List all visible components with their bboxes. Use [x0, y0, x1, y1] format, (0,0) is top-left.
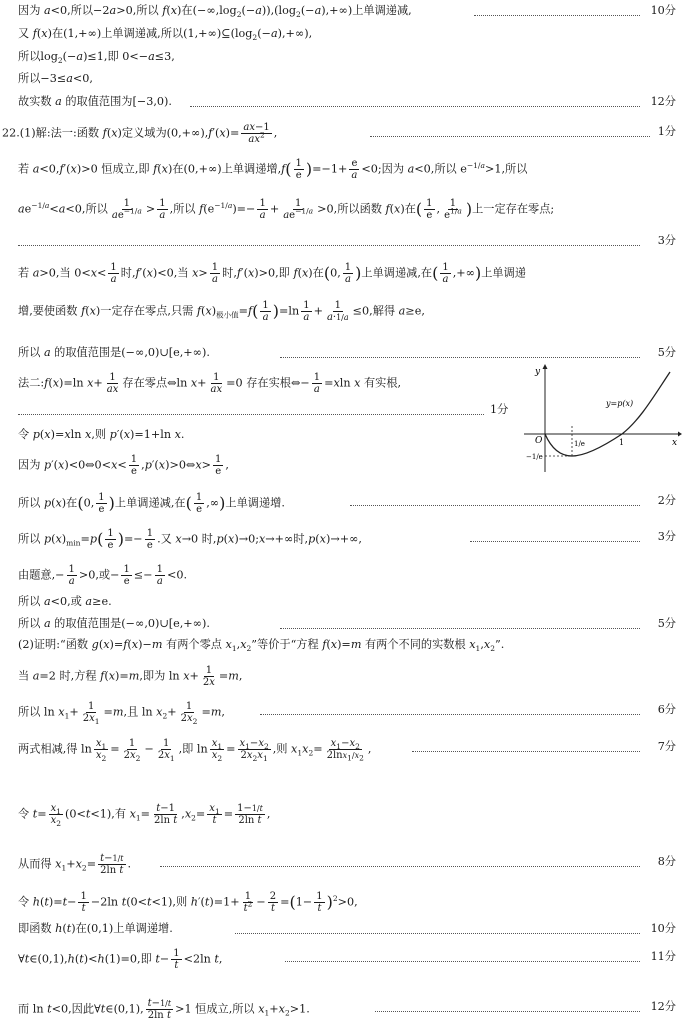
score-label: 5分: [657, 617, 676, 630]
min-x-label: 1/e: [574, 440, 585, 448]
line-3: 所以$\log_2(-a)\le 1$,即 0<−a≤3,: [18, 50, 175, 66]
line-29: 即函数 h(t)在(0,1)上单调递增.: [18, 922, 173, 935]
x-axis-label: x: [672, 438, 678, 448]
score-label: 6分: [657, 703, 676, 716]
score-label: 3分: [657, 530, 676, 543]
line-25: 两式相减,得 ln $\frac{x_1}{x_2}$ = $\frac{1}{2x_2}$ − $\frac{1}{2x_1}$ ,即 ln $\frac{x_1}{x_2}$ = $\frac{x_1-x_2}{2x_2x_1}$ ,则 $x_1x_2=$ $\frac{x_1-x_2}{2\ln x_1/x_2}$ ,: [18, 738, 372, 763]
line-7: 若 a<0,f′(x)>0 恒成立,即 f(x)在(0,+∞)上单调递增,f( $\frac{1}{e}$ )=−1+ $\frac{e}{a}$ <0;因为 a<0,所以 $e^{-1/a}>1$,所以: [18, 158, 528, 181]
line-4: 所以−3≤a<0,: [18, 72, 93, 85]
score-label: 7分: [657, 740, 676, 753]
leader-dots: [280, 628, 640, 629]
score-label: 3分: [657, 234, 676, 247]
leader-dots: [470, 541, 640, 542]
leader-dots: [18, 414, 484, 415]
score-label: 12分: [650, 1000, 676, 1013]
line-15: 令 p(x)=xln x,则 p′(x)=1+ln x.: [18, 428, 185, 441]
curve-label: y=p(x): [606, 399, 634, 408]
leader-dots: [160, 866, 640, 867]
line-12: 所以 a 的取值范围是(−∞,0)∪[e,+∞).: [18, 346, 210, 359]
y-axis-arrow-icon: [543, 364, 548, 369]
score-label: 10分: [650, 922, 676, 935]
y-axis-label: y: [535, 367, 541, 377]
leader-dots: [235, 933, 640, 934]
p-x-graph: [522, 362, 682, 474]
line-27: 从而得 $x_1+x_2=$ $\frac{t-1/t}{\text{2ln t}}$ .: [18, 853, 132, 876]
leader-dots: [280, 357, 640, 358]
line-30: ∀t∈(0,1),h(t)<h(1)=0,即 t− $\frac{1}{t}$ <2ln t,: [18, 948, 223, 971]
leader-dots: [190, 106, 640, 107]
curve: [545, 372, 670, 456]
line-16: 因为 p′(x)<0⇔0<x< $\frac{1}{e}$ ,p′(x)>0⇔x> $\frac{1}{e}$ ,: [18, 454, 229, 477]
line-2: 又 f(x)在(1,+∞)上单调递减,所以$(1,+\infty)⊆(\log_2(-a),+\infty)$,: [18, 27, 313, 43]
score-label: 5分: [657, 346, 676, 359]
score-label: 10分: [650, 4, 676, 17]
line-1: 因为 a<0,所以−2a>0,所以 f(x)在$(-\infty,\log_2(-a)),(\log_2(-a),+\infty)$上单调递减,: [18, 4, 412, 20]
line-23: 当 a=2 时,方程 f(x)=m,即为 ln x+ $\frac{1}{2x}$ =m,: [18, 665, 243, 688]
score-label: 12分: [650, 95, 676, 108]
line-24: 所以 $\ln x_1+$ $\frac{1}{2x_1}$ =m,且 $\ln x_2+$ $\frac{1}{2x_2}$ =m,: [18, 701, 225, 726]
leader-dots: [375, 1011, 640, 1012]
line-26: 令 t= $\frac{x_1}{x_2}$ (0<t<1),有 $x_1=$ $\frac{t-1}{\text{2ln t}}$ $,x_2=$ $\frac{x_1}{t}$ = $\frac{1-1/t}{\text{2ln t}}$ ,: [18, 803, 271, 828]
line-20: 所以 a<0,或 a≥e.: [18, 595, 112, 608]
line-13: 法二:f(x)=ln x+ $\frac{1}{ax}$ 存在零点⇔ln x+ $\frac{1}{ax}$ =0 存在实根⇔− $\frac{1}{a}$ =xln x 有实根,: [18, 372, 402, 395]
line-17: 所以 p(x)在(0, $\frac{1}{e}$ )上单调递减,在( $\frac{1}{e}$ ,∞)上单调递增.: [18, 492, 285, 515]
score-label: 1分: [657, 125, 676, 138]
leader-dots: [260, 714, 640, 715]
line-28: 令 h(t)=t− $\frac{1}{t}$ −2ln t(0<t<1),则 h′(t)=1+ $\frac{1}{t^2}$ − $\frac{2}{t}$ =(1− $\frac{1}{t}$ )$^2$>0,: [18, 891, 358, 914]
leader-dots: [18, 245, 640, 246]
score-label: 1分: [490, 403, 509, 416]
leader-dots: [285, 961, 640, 962]
line-10: 若 a>0,当 0<x< $\frac{1}{a}$ 时,f′(x)<0,当 x> $\frac{1}{a}$ 时,f′(x)>0,即 f(x)在(0, $\frac{1}{a}$ )上单调递减,在( $\frac{1}{a}$ ,+∞)上单调递: [18, 262, 526, 285]
min-y-label: −1/e: [526, 453, 543, 461]
line-5: 故实数 a 的取值范围为[−3,0).: [18, 95, 172, 108]
line-8: $ae^{-1/a}<a<0$,所以 $\frac{1}{ae^{-1/a}}$ > $\frac{1}{a}$ ,所以 $f(e^{-1/a})=-$ $\frac{1}{a}$ + $\frac{1}{ae^{-1/a}}$ >0,所以函数 f(x)在( $\frac{1}{e}$ , $\frac{1}{e^{1/a}}$ )上一定存在零点;: [18, 198, 555, 221]
line-21: 所以 a 的取值范围是(−∞,0)∪[e,+∞).: [18, 617, 210, 630]
line-18: 所以 $p(x)_{min}=p$( $\frac{1}{e}$ )=− $\frac{1}{e}$ .又 x→0 时,p(x)→0;x→+∞时,p(x)→+∞,: [18, 528, 362, 551]
leader-dots: [474, 15, 640, 16]
line-31: 而 ln t<0,因此∀t∈(0,1), $\frac{t-1/t}{\text{2ln t}}$ >1 恒成立,所以 $x_1+x_2>1$.: [18, 998, 310, 1021]
leader-dots: [370, 136, 650, 137]
line-19: 由题意,− $\frac{1}{a}$ >0,或− $\frac{1}{e}$ ≤− $\frac{1}{a}$ <0.: [18, 564, 188, 587]
origin-label: O: [535, 436, 543, 446]
line-22: (2)证明:“函数 g(x)=f(x)−m 有两个零点 $x_1,x_2$”等价于“方程 f(x)=m 有两个不同的实数根 $x_1,x_2$”.: [18, 638, 505, 654]
line-6: 22.(1)解:法一:函数 f(x)定义域为(0,+∞),f′(x)= $\frac{ax-1}{ax^2}$ ,: [2, 122, 278, 145]
score-label: 2分: [657, 494, 676, 507]
line-11: 增,要使函数 f(x)一定存在零点,只需 $f(x)_{极小值}=f$( $\frac{1}{a}$ )=ln $\frac{1}{a}$ + $\frac{1}{a\cdot 1/a}$ ≤0,解得 a≥e,: [18, 300, 425, 323]
leader-dots: [412, 751, 640, 752]
one-tick-label: 1: [619, 438, 625, 447]
x-axis-arrow-icon: [678, 432, 682, 437]
leader-dots: [350, 505, 640, 506]
score-label: 11分: [650, 950, 676, 963]
score-label: 8分: [657, 855, 676, 868]
